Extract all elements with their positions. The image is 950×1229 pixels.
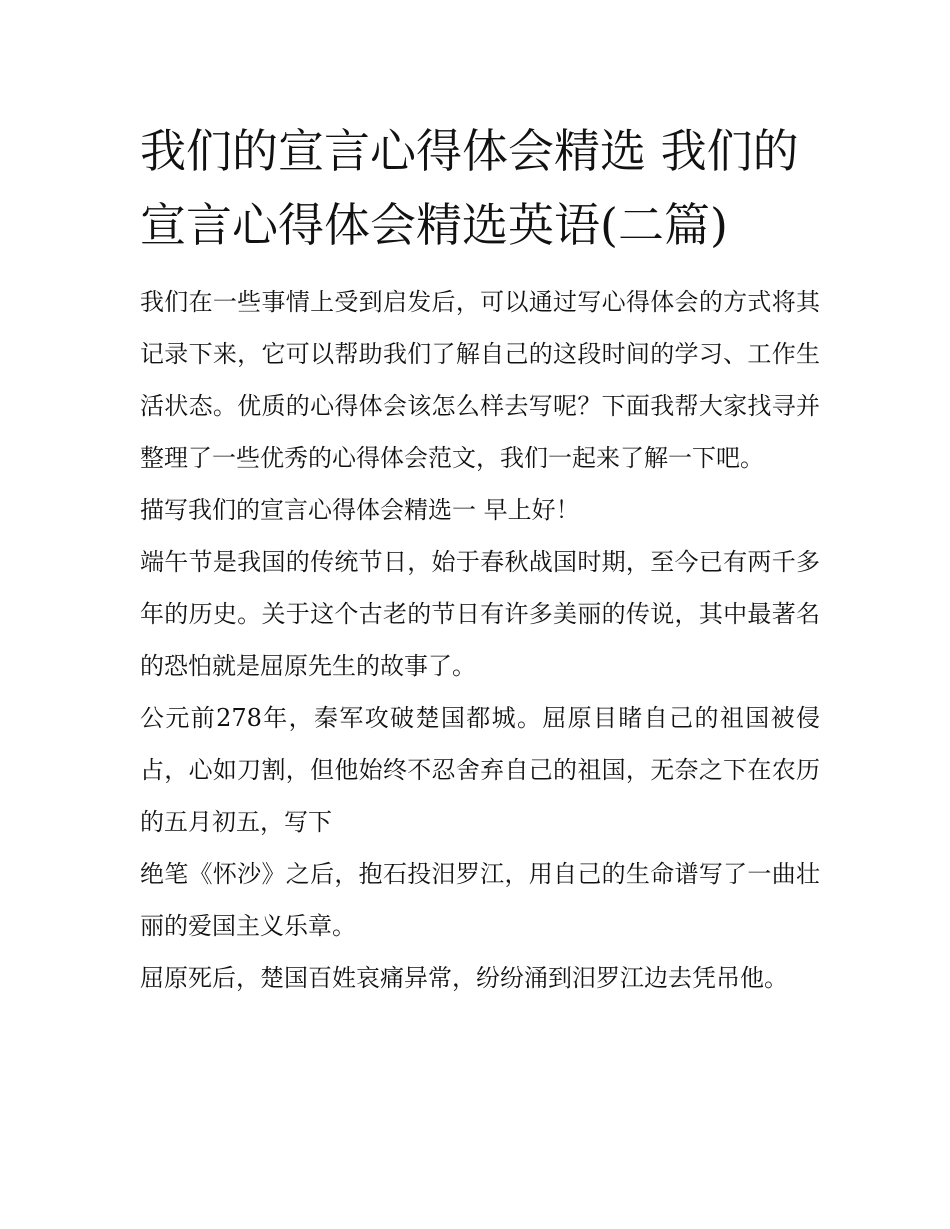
paragraph-mourning: 屈原死后，楚国百姓哀痛异常，纷纷涌到汨罗江边去凭吊他。: [140, 964, 788, 992]
paragraph-huaisha: 绝笔《怀沙》之后，抱石投汨罗江，用自己的生命谱写了一曲壮丽的爱国主义乐章。: [140, 860, 820, 940]
paragraph-heading-one: 描写我们的宣言心得体会精选一 早上好！: [140, 496, 580, 524]
document-title: 我们的宣言心得体会精选 我们的宣言心得体会精选英语(二篇): [140, 124, 799, 252]
paragraph-dragon-boat: 端午节是我国的传统节日，始于春秋战国时期，至今已有两千多年的历史。关于这个古老的节日有许多美丽的传说，其中最著名的恐怕就是屈原先生的故事了。: [140, 548, 820, 680]
paragraph-history: 公元前278年，秦军攻破楚国都城。屈原目睹自己的祖国被侵占，心如刀割，但他始终不忍舍弃自己的祖国，无奈之下在农历的五月初五，写下: [140, 704, 820, 836]
paragraph-intro: 我们在一些事情上受到启发后，可以通过写心得体会的方式将其记录下来，它可以帮助我们了解自己的这段时间的学习、工作生活状态。优质的心得体会该怎么样去写呢？下面我帮大家找寻并整理了一些优秀的心得体会范文，我们一起来了解一下吧。: [140, 288, 820, 472]
document-content: [140, 114, 820, 1004]
document-body: [140, 276, 820, 1004]
